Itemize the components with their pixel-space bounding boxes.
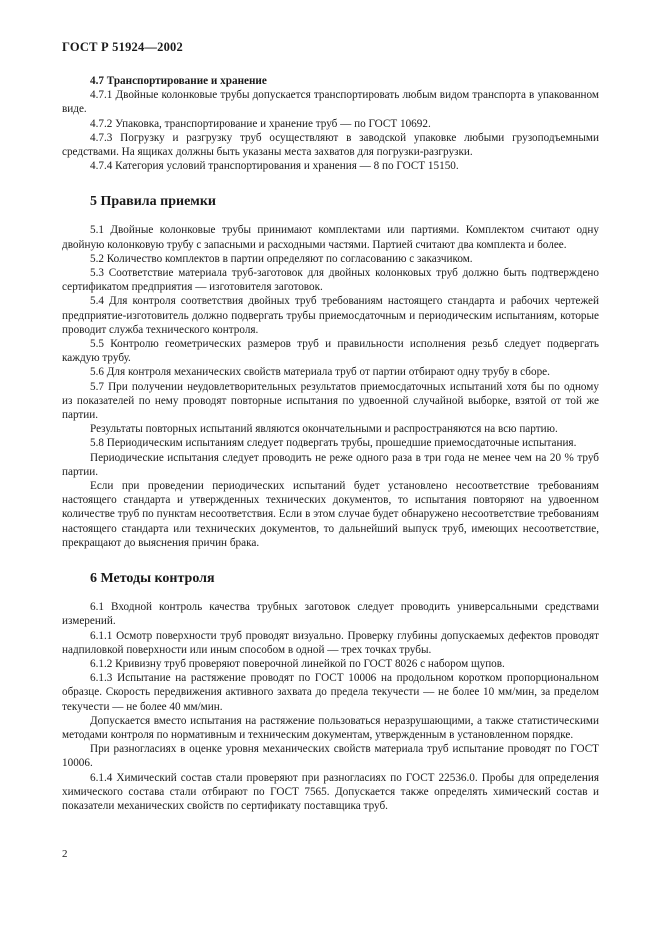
page-number: 2 [62,848,68,860]
paragraph-6-1: 6.1 Входной контроль качества трубных заготовок следует проводить универсальными средствами измерений. [62,601,599,628]
paragraph-6-1-3-disputes: При разногласиях в оценке уровня механических свойств материала труб испытание проводят по ГОСТ 10006. [62,743,599,770]
paragraph-5-7: 5.7 При получении неудовлетворительных результатов приемосдаточных испытаний хотя бы по одному из показателей по нему проводят повторные испытания по удвоенной случайной выборке, взятой от той же партии. [62,380,599,422]
paragraph-6-1-1: 6.1.1 Осмотр поверхности труб проводят визуально. Проверку глубины допускаемых дефектов проводят надпиловкой поверхности или иным способом в одной — трех точках трубы. [62,629,599,656]
document-header: ГОСТ Р 51924—2002 [62,40,183,54]
paragraph-5-7-results: Результаты повторных испытаний являются окончательными и распространяются на всю партию. [90,423,558,436]
paragraph-6-1-4: 6.1.4 Химический состав стали проверяют при разногласиях по ГОСТ 22536.0. Пробы для определения химического состава стали отбирают по ГОСТ 7565. Допускается также определять химический состав и показатели механических свойств по сертификату поставщика труб. [62,771,599,812]
paragraph-5-8-frequency: Периодические испытания следует проводить не реже одного раза в три года не менее чем на 20 % труб партии. [62,451,599,478]
paragraph-5-6: 5.6 Для контроля механических свойств материала труб от партии отбирают одну трубу в сборе. [90,366,550,379]
paragraph-5-5: 5.5 Контролю геометрических размеров труб и правильности исполнения резьб следует подвергать каждую трубу. [62,338,599,365]
paragraph-5-8-nonconformity: Если при проведении периодических испытаний будет установлено несоответствие требованиям настоящего стандарта и утвержденных технических документов, то испытания повторяют на удвоенном количестве труб по пунктам несоответствия. Если в этом случае будет обнаружено несоответствие требованиям настоящего стандарта или технических документов, то дальнейший выпуск труб, имеющих несоответствие, прекращают до выяснения причин брака. [62,480,599,549]
section-5-heading: 5 Правила приемки [90,194,216,210]
paragraph-6-1-2: 6.1.2 Кривизну труб проверяют поверочной линейкой по ГОСТ 8026 с набором щупов. [90,657,505,670]
paragraph-5-1: 5.1 Двойные колонковые трубы принимают комплектами или партиями. Комплектом считают одну двойную колонковую трубу с запасными и расходными частями. Партией считают два комплекта и более. [62,224,599,251]
section-4-7-title: 4.7 Транспортирование и хранение [90,75,267,87]
document-body [62,74,599,813]
paragraph-5-3: 5.3 Соответствие материала труб-заготовок для двойных колонковых труб должно быть подтверждено сертификатом предприятия — изготовителя заготовок. [62,267,599,294]
paragraph-4-7-3: 4.7.3 Погрузку и разгрузку труб осуществляют в заводской упаковке любыми грузоподъемными средствами. На ящиках должны быть указаны места захватов для погрузки-разгрузки. [62,131,599,159]
paragraph-5-8: 5.8 Периодическим испытаниям следует подвергать трубы, прошедшие приемосдаточные испытания. [90,437,577,450]
paragraph-6-1-3-alternative: Допускается вместо испытания на растяжение пользоваться неразрушающими, а также статистическими методами контроля по нормативным и техническим документам, утвержденным в установленном порядке. [62,714,599,741]
paragraph-6-1-3: 6.1.3 Испытание на растяжение проводят по ГОСТ 10006 на продольном коротком пропорциональном образце. Скорость передвижения активного захвата до предела текучести — не более 10 мм/мин, за пределом текучести — не более 40 мм/мин. [62,672,599,713]
section-6-heading: 6 Методы контроля [90,571,215,587]
paragraph-4-7-2: 4.7.2 Упаковка, транспортирование и хранение труб — по ГОСТ 10692. [90,117,431,130]
paragraph-5-2: 5.2 Количество комплектов в партии определяют по согласованию с заказчиком. [90,252,473,265]
paragraph-5-4: 5.4 Для контроля соответствия двойных труб требованиям настоящего стандарта и рабочих чертежей предприятие-изготовитель должно подвергать трубы приемосдаточным и периодическим испытаниям, которые проводит служба технического контроля. [62,295,599,336]
paragraph-4-7-1: 4.7.1 Двойные колонковые трубы допускается транспортировать любым видом транспорта в упакованном виде. [62,89,599,116]
paragraph-4-7-4: 4.7.4 Категория условий транспортирования и хранения — 8 по ГОСТ 15150. [90,160,459,173]
